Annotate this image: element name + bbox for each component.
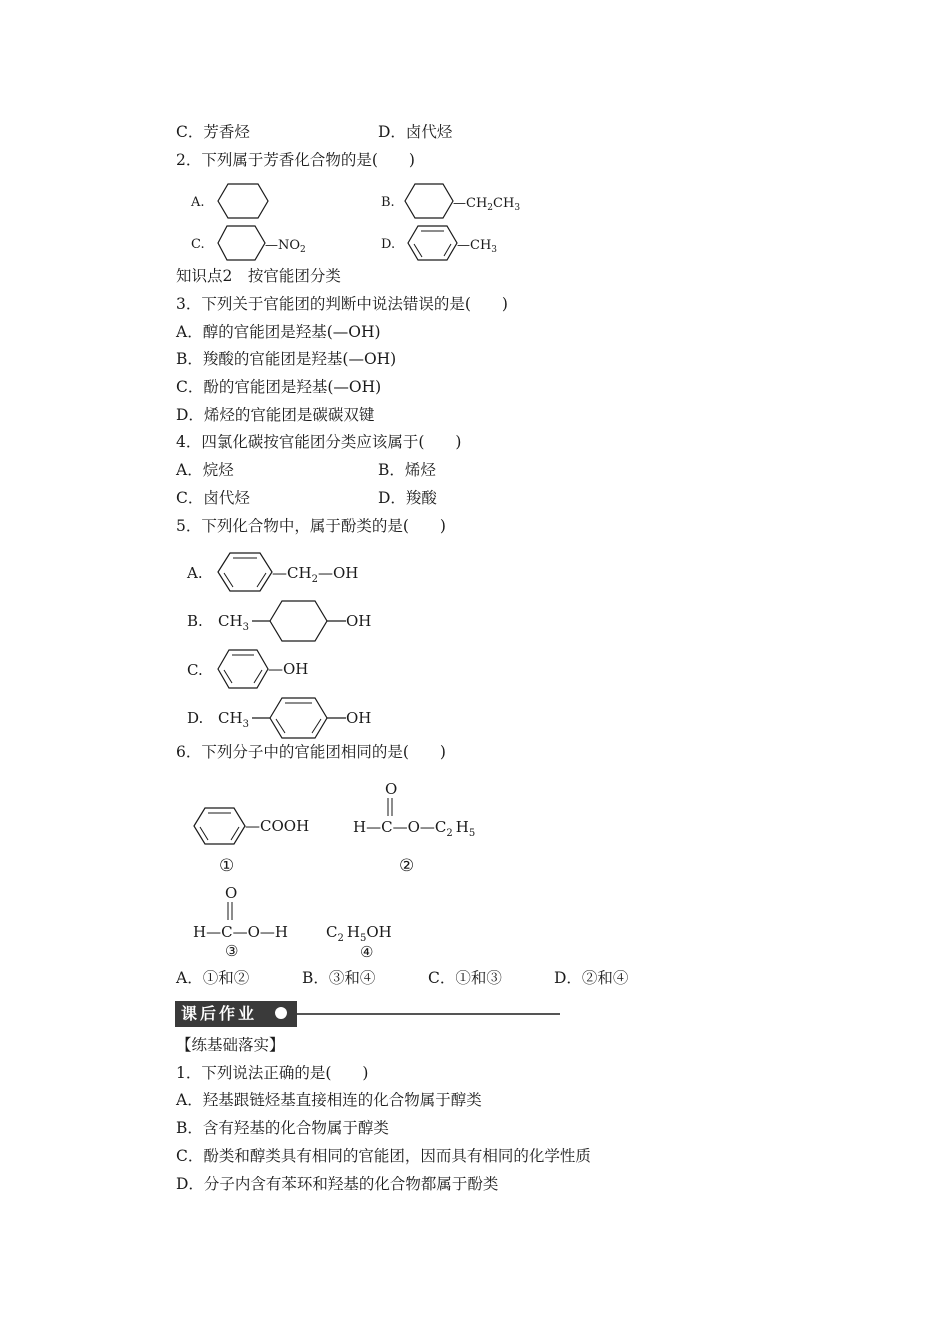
hw-q1-option-b: B．含有羟基的化合物属于醇类 [176, 1119, 389, 1137]
q6-stem: 6．下列分子中的官能团相同的是( ) [176, 743, 446, 761]
q6-molecule-3 [190, 882, 310, 962]
q5-option-d-structure [182, 693, 402, 741]
label-circle-3: ③ [225, 942, 239, 960]
hw-q1-option-d: D．分子内含有苯环和羟基的化合物都属于酚类 [176, 1175, 499, 1193]
hw-q1-stem: 1．下列说法正确的是( ) [176, 1064, 369, 1082]
q5-c-hydroxyl: —OH [268, 660, 309, 678]
svg-text:CH3: $CH_3$ [218, 612, 249, 633]
q3-option-a: A．醇的官能团是羟基(—OH) [176, 323, 381, 341]
q2-d-label: D. [381, 237, 396, 252]
q5-stem: 5．下列化合物中，属于酚类的是( ) [176, 517, 446, 535]
knowledge-point-2: 知识点2 按官能团分类 [176, 267, 341, 285]
q3-option-b: B．羧酸的官能团是羟基(—OH) [176, 350, 397, 368]
q6-molecule-1 [190, 800, 330, 880]
bullet-dot-icon [275, 1007, 287, 1019]
q2-c-substituent: —NO [265, 238, 301, 253]
cyclohexane-ring [218, 184, 268, 218]
q2-a-label: A. [191, 195, 205, 210]
q3-stem: 3．下列关于官能团的判断中说法错误的是( ) [176, 295, 508, 313]
homework-header [175, 1001, 560, 1027]
benzene-ring [218, 553, 272, 591]
q1-option-d: D．卤代烃 [378, 123, 453, 141]
q5-d-label: D. [187, 709, 204, 727]
carboxyl-group: —COOH [245, 817, 310, 835]
q2-d-substituent: —CH [457, 238, 492, 253]
q5-option-a-structure [182, 548, 402, 594]
q2-option-b-structure [375, 180, 545, 224]
q5-b-hydroxyl: OH [346, 612, 372, 630]
svg-text:CH3: $CH_3$ [218, 709, 249, 730]
homework-title-box [175, 1001, 297, 1027]
label-circle-1: ① [219, 856, 235, 876]
cyclohexane-ring [218, 226, 265, 260]
q5-d-hydroxyl: OH [346, 709, 372, 727]
label-circle-2: ② [399, 856, 415, 876]
q2-option-d-structure [375, 222, 525, 266]
q6-option-c: C．①和③ [428, 969, 502, 987]
q6-option-b: B．③和④ [302, 969, 376, 987]
q6-molecule-4 [324, 916, 414, 966]
q5-c-label: C. [187, 661, 203, 679]
homework-title: 课后作业 [181, 1004, 258, 1023]
q5-b-label: B. [187, 612, 203, 630]
q4-option-c: C．卤代烃 [176, 489, 250, 507]
q4-option-d: D．羧酸 [378, 489, 437, 507]
q4-option-a: A．烷烃 [176, 461, 234, 479]
hw-q1-option-a: A．羟基跟链烃基直接相连的化合物属于醇类 [176, 1091, 482, 1109]
q4-stem: 4．四氯化碳按官能团分类应该属于( ) [176, 433, 462, 451]
q2-c-label: C. [191, 237, 205, 252]
svg-text:C2H5OH: $C_2$ $H_5OH$ [326, 923, 392, 944]
cyclohexane-ring [405, 184, 453, 218]
svg-text:O: O [385, 780, 398, 798]
base-practice-heading: 【练基础落实】 [176, 1036, 285, 1054]
q2-stem: 2．下列属于芳香化合物的是( ) [176, 151, 415, 169]
benzene-ring [218, 650, 268, 688]
q5-a-substituent: —CH [272, 564, 312, 582]
q5-option-b-structure [182, 596, 402, 642]
svg-text:—CH3: $—CH_3$ [457, 238, 498, 255]
header-rule [297, 1013, 560, 1015]
svg-text:H—C—O—C2H5: $H—C—O—C_2$ $H_5$ [353, 818, 476, 839]
q2-b-label: B. [381, 195, 395, 210]
svg-text:—CH2—OH: $—CH_2—OH$ [272, 564, 359, 585]
benzene-ring [270, 698, 327, 738]
q1-option-c: C．芳香烃 [176, 123, 250, 141]
label-circle-4: ④ [360, 943, 374, 961]
q6-option-a: A．①和② [176, 969, 250, 987]
q4-option-b: B．烯烃 [378, 461, 436, 479]
cyclohexane-ring [270, 601, 327, 641]
q2-option-a-structure [185, 180, 285, 224]
q2-b-substituent: —CH [453, 196, 488, 211]
q5-a-label: A. [187, 564, 203, 582]
q5-option-c-structure [182, 645, 342, 691]
svg-text:H—C—O—H: H—C—O—H [193, 923, 288, 941]
q6-option-d: D．②和④ [554, 969, 629, 987]
q2-option-c-structure [185, 222, 335, 266]
svg-text:—NO2: $—NO_2$ [265, 238, 306, 255]
svg-text:O: O [225, 884, 238, 902]
q3-option-d: D．烯烃的官能团是碳碳双键 [176, 406, 375, 424]
svg-text:—CH2CH3: $—CH_2CH_3$ [453, 196, 521, 213]
q3-option-c: C．酚的官能团是羟基(—OH) [176, 378, 382, 396]
q6-molecule-2 [350, 778, 500, 878]
hw-q1-option-c: C．酚类和醇类具有相同的官能团，因而具有相同的化学性质 [176, 1147, 591, 1165]
